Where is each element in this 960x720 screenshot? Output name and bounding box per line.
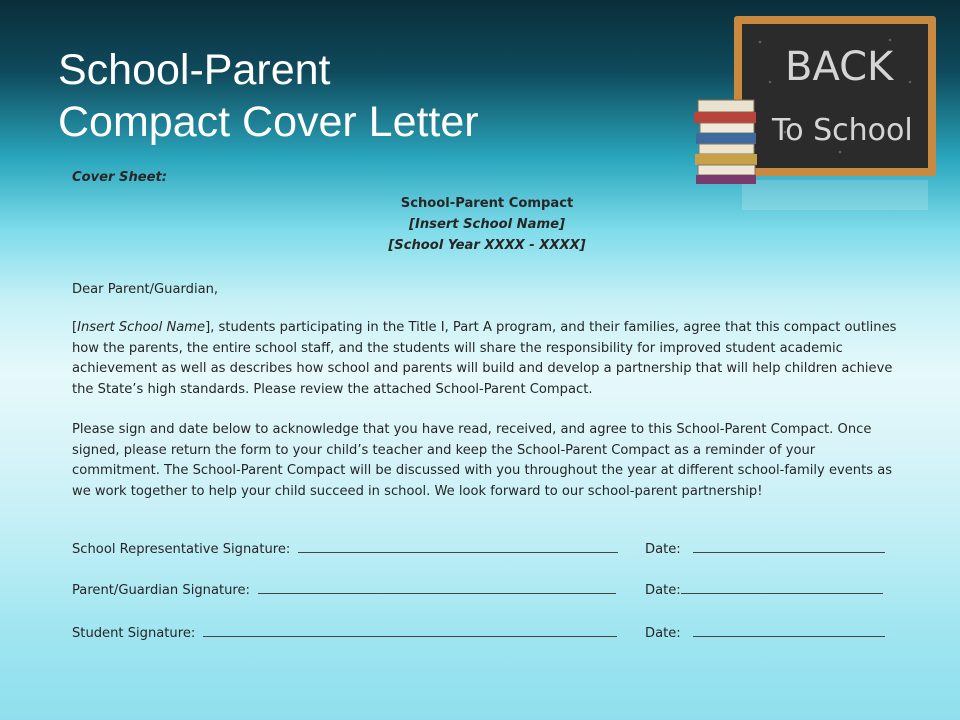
signature-row-parent (72, 578, 902, 598)
document-heading: School-Parent Compact (400, 195, 574, 211)
signature-row-student (72, 621, 902, 641)
date-label: Date: (645, 626, 681, 641)
school-year-placeholder: [School Year XXXX - XXXX] (388, 237, 586, 253)
signature-label: Parent/Guardian Signature: (72, 583, 250, 598)
school-name-placeholder: [Insert School Name] (409, 216, 565, 232)
date-line[interactable] (681, 578, 883, 594)
chalkboard-text-back: BACK (785, 44, 894, 90)
title-line-2: Compact Cover Letter (58, 98, 479, 146)
paragraph-1-bracket: [ (72, 320, 78, 335)
date-field (645, 537, 885, 557)
salutation: Dear Parent/Guardian, (72, 281, 219, 297)
chalkboard-icon (734, 16, 936, 176)
signature-label: Student Signature: (72, 626, 196, 641)
document-header (72, 193, 902, 256)
title-line-1: School-Parent (58, 46, 331, 94)
paragraph-1-text: ], students participating in the Title I, Part A program, and their families, agree that this compact outlines how the parents, the entire school staff, and the students will share the responsibility for improved student academic achievement as well as describes how school and parents will build and develop a partnership that will help children achieve the State’s high standards. Please review the attached School-Parent Compact. (72, 320, 897, 397)
paragraph-1-school-name: Insert School Name (77, 320, 206, 335)
paragraph-2: Please sign and date below to acknowledge that you have read, received, and agree to this School-Parent Compact. Once signed, please return the form to your child’s teacher and keep the School-Parent Compact as a reminder of your commitment. The School-Parent Compact will be discussed with you throughout the year at different school-family events as we work together to help your child succeed in school. We look forward to our school-parent partnership! (72, 422, 893, 499)
date-label: Date: (645, 542, 681, 557)
signature-line[interactable] (298, 537, 618, 553)
cover-letter-document (72, 168, 902, 502)
cover-sheet-label: Cover Sheet: (72, 170, 168, 185)
signature-line[interactable] (203, 621, 617, 637)
slide-title (58, 44, 479, 148)
date-label: Date: (645, 583, 681, 598)
date-line[interactable] (693, 537, 885, 553)
signature-label: School Representative Signature: (72, 542, 291, 557)
paragraph-1 (72, 318, 902, 400)
date-line[interactable] (693, 621, 885, 637)
date-field (645, 621, 885, 641)
chalkboard-text-to-school: To School (772, 113, 913, 148)
date-field (645, 578, 883, 598)
signature-line[interactable] (258, 578, 616, 594)
signature-row-school-rep (72, 537, 902, 557)
